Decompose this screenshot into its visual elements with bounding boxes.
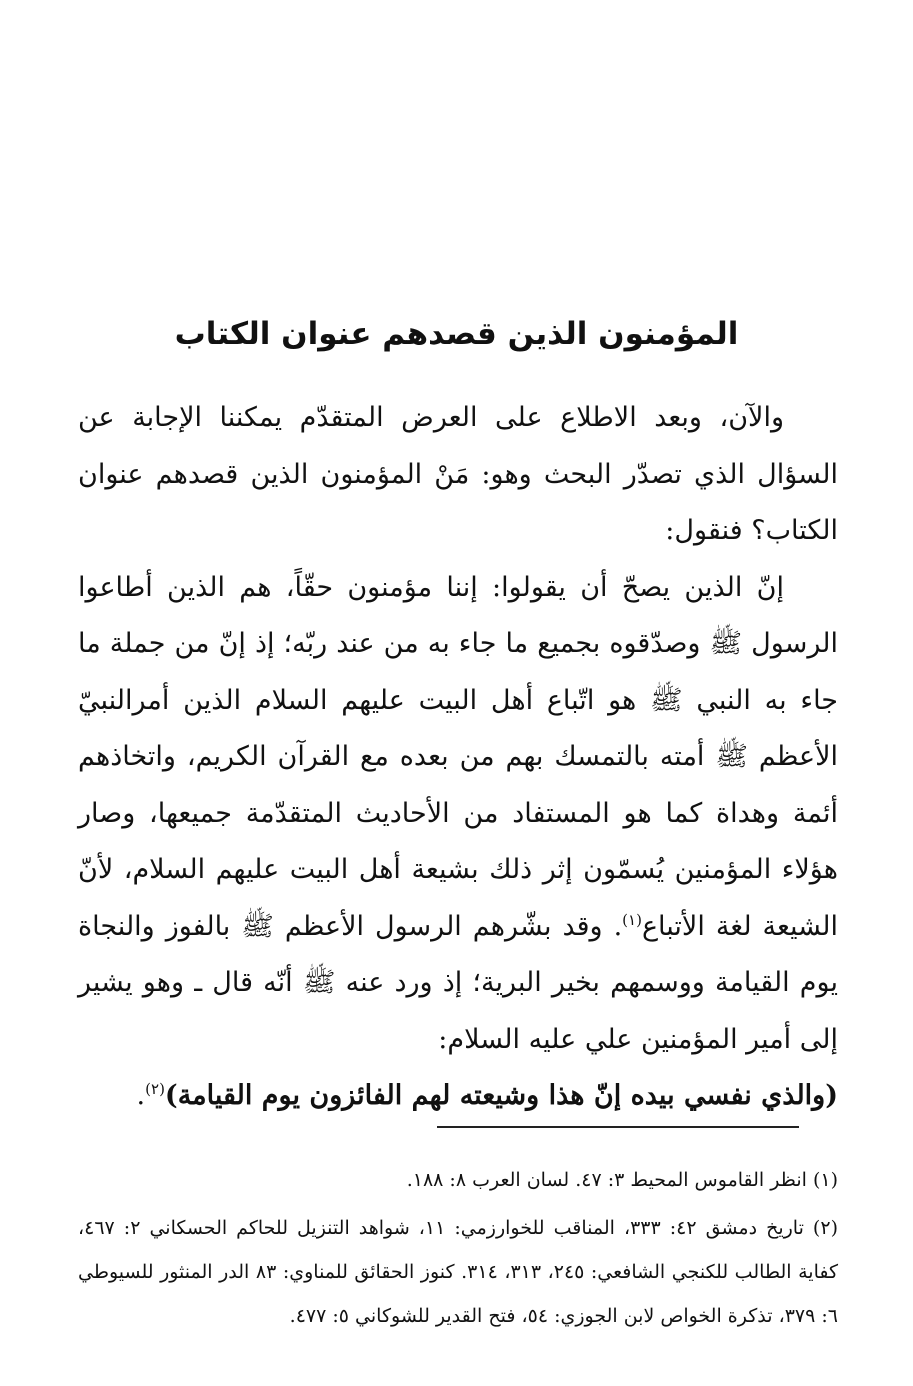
footnote-1-text: انظر القاموس المحيط ٣: ٤٧. لسان العرب ٨: ١٨٨. bbox=[406, 1169, 807, 1191]
footnote-2-number: (٢) bbox=[812, 1217, 838, 1239]
footnote-ref-1[interactable]: (١) bbox=[622, 910, 642, 929]
paragraph-intro: والآن، وبعد الاطلاع على العرض المتقدّم يمكننا الإجابة عن السؤال الذي تصدّر البحث وهو: مَنْ المؤمنون الذين قصدهم عنوان الكتاب؟ فنقول: bbox=[78, 402, 838, 546]
footnote-2 bbox=[78, 1206, 838, 1338]
footnote-1-number: (١) bbox=[812, 1169, 838, 1191]
hadith-quote-line bbox=[78, 1068, 838, 1125]
footnote-ref-2[interactable]: (٢) bbox=[145, 1080, 165, 1098]
paragraph-believers-continuation: . وقد بشّرهم الرسول الأعظم ﷺ بالفوز والنجاة يوم القيامة ووسمهم بخير البرية؛ إذ ورد عنه ﷺ أنّه قال ـ وهو يشير إلى أمير المؤمنين علي عليه السلام: bbox=[78, 910, 838, 1055]
section-heading: المؤمنون الذين قصدهم عنوان الكتاب bbox=[174, 316, 739, 352]
footnote-1 bbox=[78, 1158, 838, 1202]
hadith-quote: (والذي نفسي بيده إنّ هذا وشيعته لهم الفائزون يوم القيامة) bbox=[164, 1080, 838, 1111]
main-text bbox=[78, 390, 838, 1125]
paragraph-believers-text: إنّ الذين يصحّ أن يقولوا: إننا مؤمنون حقّاً، هم الذين أطاعوا الرسول ﷺ وصدّقوه بجميع ما جاء به من عند ربّه؛ إذ إنّ من جملة ما جاء به النبي ﷺ هو اتّباع أهل البيت عليهم السلام الذين أمرالنبيّ الأعظم ﷺ أمته بالتمسك بهم من بعده مع القرآن الكريم، واتخاذهم أئمة وهداة كما هو المستفاد من الأحاديث المتقدّمة جميعها، وصار هؤلاء المؤمنين يُسمّون إثر ذلك بشيعة أهل البيت عليهم السلام، لأنّ الشيعة لغة الأتباع bbox=[78, 571, 838, 942]
footnote-separator bbox=[437, 1126, 799, 1128]
paragraph-believers bbox=[78, 560, 838, 1069]
footnote-2-text: تاريخ دمشق ٤٢: ٣٣٣، المناقب للخوارزمي: ١١، شواهد التنزيل للحاكم الحسكاني ٢: ٤٦٧، كفاية الطالب للكنجي الشافعي: ٢٤٥، ٣١٣، ٣١٤. كنوز الحقائق للمناوي: ٨٣ الدر المنثور للسيوطي ٦: ٣٧٩، تذكرة الخواص لابن الجوزي: ٥٤، فتح القدير للشوكاني ٥: ٤٧٧. bbox=[78, 1217, 839, 1327]
quote-end-punctuation: . bbox=[136, 1080, 146, 1111]
footnotes bbox=[78, 1158, 838, 1342]
